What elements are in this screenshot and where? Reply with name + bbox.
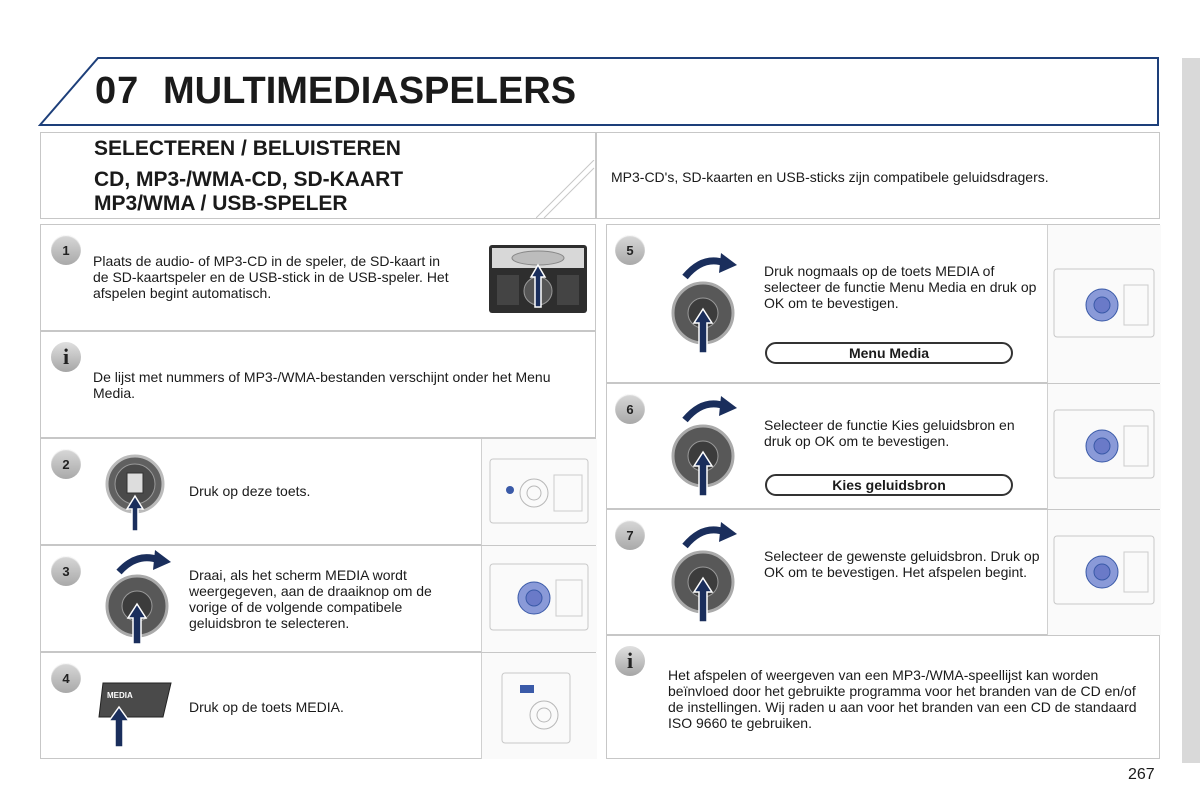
- step-badge: 2: [51, 449, 81, 479]
- step-text: Draai, als het scherm MEDIA wordt weergegeven, aan de draaiknop om de vorige of de volgende compatibele geluidsbron te selecteren.: [189, 567, 432, 631]
- compat-note-box: [596, 132, 1160, 219]
- step-text: Druk nogmaals op de toets MEDIA of selecteer de functie Menu Media en druk op OK om te bevestigen.: [764, 263, 1037, 311]
- cd-player-icon: [489, 245, 589, 315]
- media-key-icon: [97, 679, 173, 749]
- chapter-number: 07: [95, 70, 140, 112]
- step-text: Plaats de audio- of MP3-CD in de speler, de SD-kaart in de SD-kaartspeler en de USB-stick in de USB-speler. Het afspelen begint automatisch.: [93, 253, 449, 301]
- step-badge: 7: [615, 520, 645, 550]
- step-4-panel: [40, 652, 596, 759]
- kies-geluidsbron-label: Kies geluidsbron: [765, 474, 1013, 496]
- step-badge: 1: [51, 235, 81, 265]
- info-icon: i: [51, 342, 81, 372]
- info-icon: i: [615, 646, 645, 676]
- dashboard-thumbnail: [1047, 384, 1161, 509]
- section-title-line1: SELECTEREN / BELUISTEREN: [94, 137, 401, 160]
- page-number: 267: [1128, 766, 1155, 783]
- step-7-panel: [606, 509, 1160, 635]
- media-source-button-icon: [105, 451, 169, 531]
- step-1-panel: [40, 224, 596, 331]
- info-text: De lijst met nummers of MP3-/WMA-bestanden verschijnt onder het Menu Media.: [93, 369, 551, 401]
- dashboard-thumbnail: [1047, 225, 1161, 383]
- rotary-knob-icon: [667, 247, 747, 357]
- dashboard-thumbnail: [481, 653, 597, 759]
- step-6-panel: [606, 383, 1160, 509]
- section-title-box: [40, 132, 596, 219]
- step-badge: 3: [51, 556, 81, 586]
- dashboard-thumbnail: [1047, 510, 1161, 635]
- info-panel-2: [606, 635, 1160, 759]
- chapter-title: MULTIMEDIASPELERS: [163, 70, 577, 112]
- step-text: Selecteer de functie Kies geluidsbron en druk op OK om te bevestigen.: [764, 417, 1015, 449]
- step-badge: 5: [615, 235, 645, 265]
- menu-media-label: Menu Media: [765, 342, 1013, 364]
- step-text: Druk op de toets MEDIA.: [189, 699, 344, 715]
- page-edge-tab: [1182, 58, 1200, 763]
- rotary-knob-icon: [667, 390, 747, 500]
- compat-note: MP3-CD's, SD-kaarten en USB-sticks zijn compatibele geluidsdragers.: [611, 169, 1049, 185]
- dashboard-thumbnail: [481, 546, 597, 652]
- step-text: Selecteer de gewenste geluidsbron. Druk op OK om te bevestigen. Het afspelen begint.: [764, 548, 1040, 580]
- step-3-panel: [40, 545, 596, 652]
- media-key-label: MEDIA: [107, 691, 133, 700]
- step-text: Druk op deze toets.: [189, 483, 311, 499]
- rotary-knob-icon: [101, 546, 181, 651]
- rotary-knob-icon: [667, 516, 747, 626]
- step-5-panel: [606, 224, 1160, 383]
- section-title-line3: MP3/WMA / USB-SPELER: [94, 192, 348, 215]
- dashboard-thumbnail: [481, 439, 597, 545]
- step-badge: 6: [615, 394, 645, 424]
- info-panel-1: [40, 331, 596, 438]
- section-title-line2: CD, MP3-/WMA-CD, SD-KAART: [94, 168, 404, 191]
- info-text: Het afspelen of weergeven van een MP3-/WMA-speellijst kan worden beïnvloed door het gebruikte programma voor het branden van de CD en/of de instellingen. Wij raden u aan voor het branden van een CD de standaard ISO 9660 te gebruiken.: [668, 667, 1137, 731]
- step-badge: 4: [51, 663, 81, 693]
- title-corner-decoration: [536, 160, 596, 220]
- step-2-panel: [40, 438, 596, 545]
